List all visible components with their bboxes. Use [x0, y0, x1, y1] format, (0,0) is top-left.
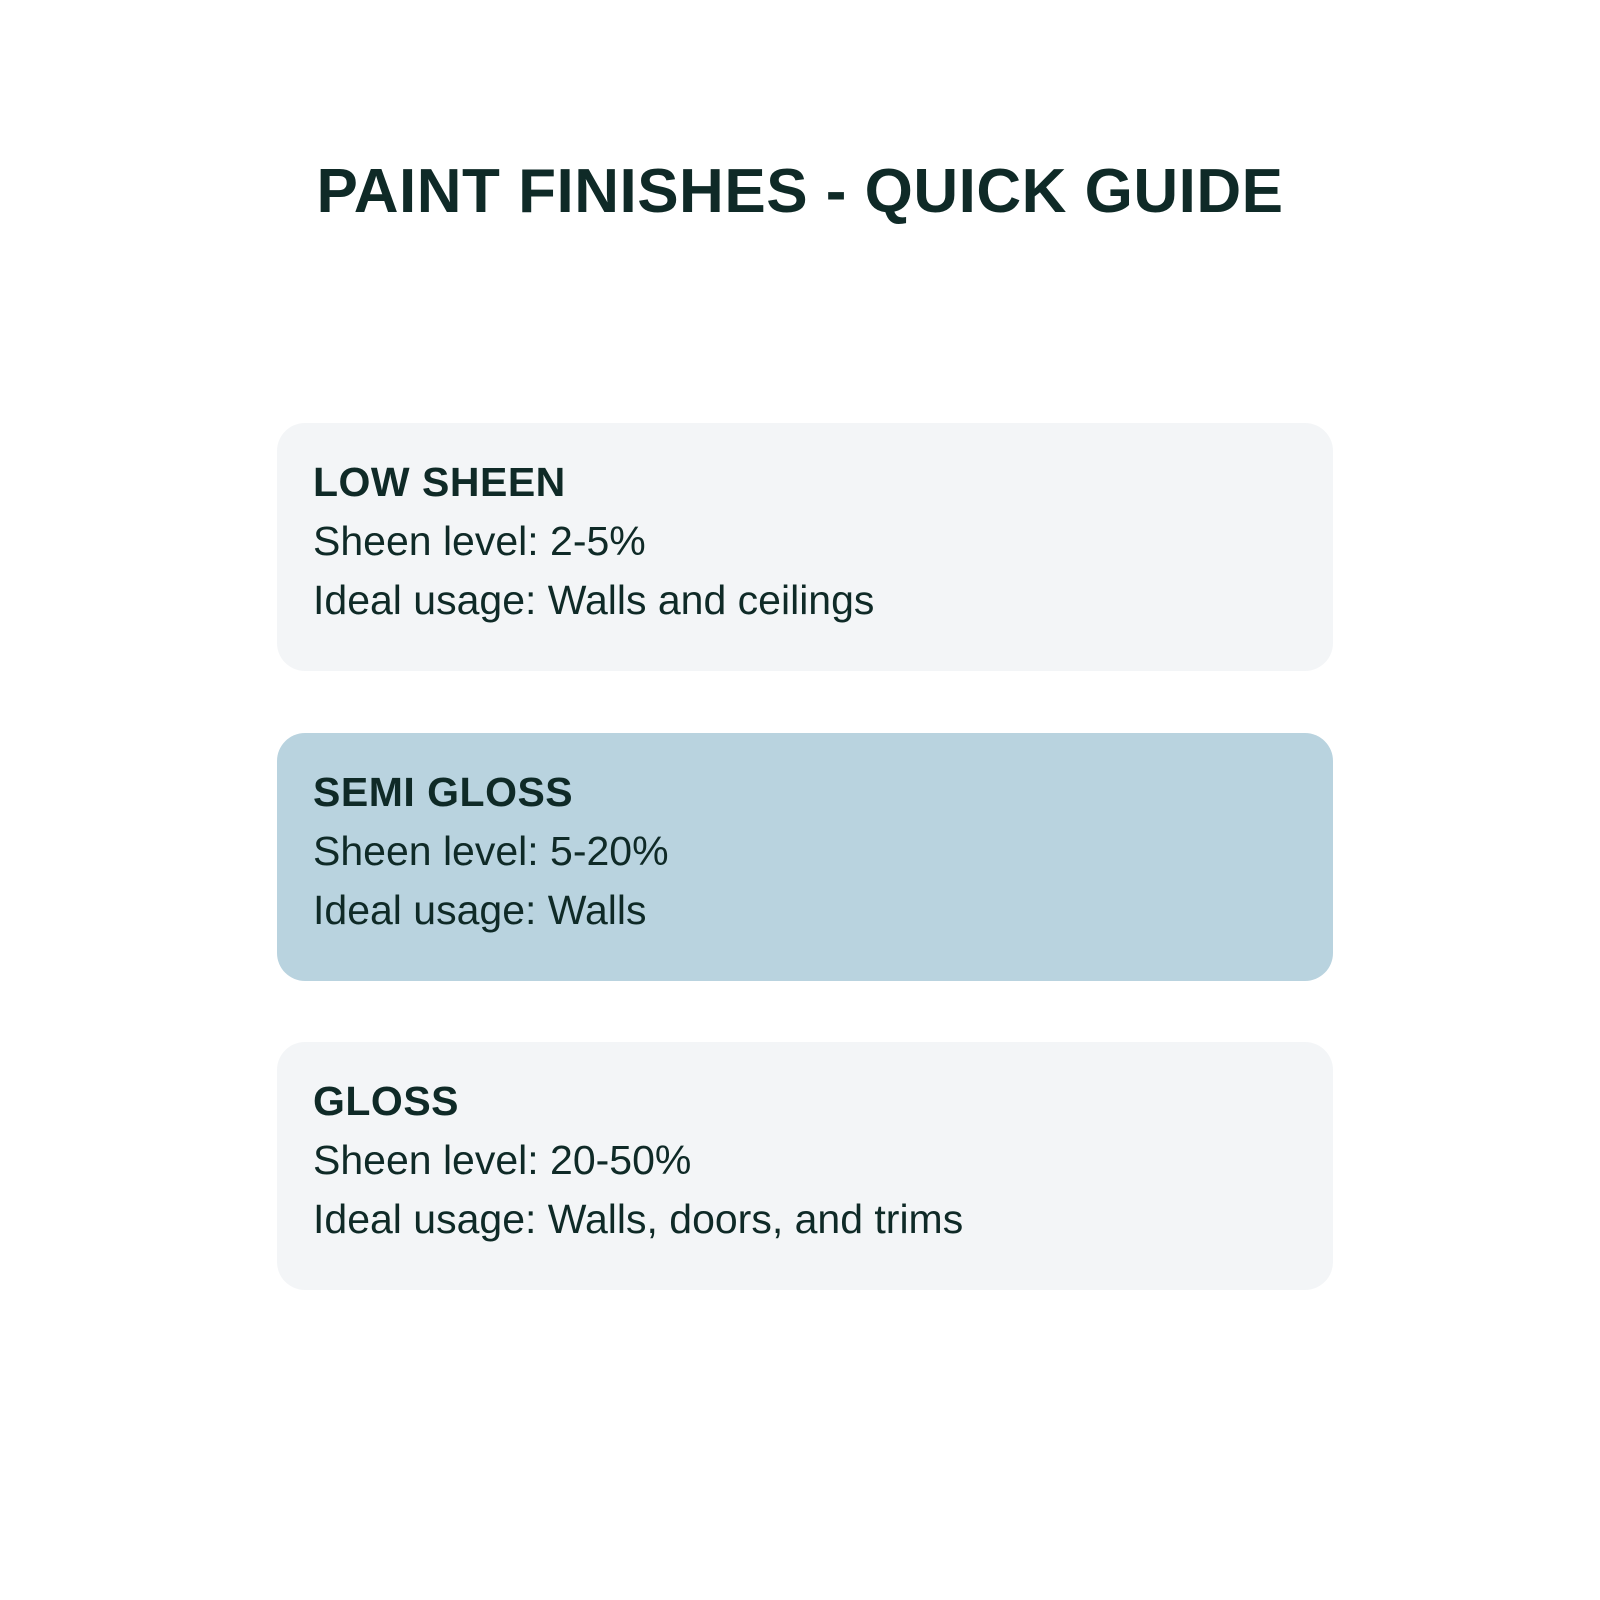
page-title: PAINT FINISHES - QUICK GUIDE — [316, 157, 1284, 226]
finish-name: SEMI GLOSS — [313, 769, 574, 815]
finish-name: LOW SHEEN — [313, 459, 566, 505]
finish-sheen-level: Sheen level: 20-50% — [313, 1137, 692, 1183]
finish-card-semi-gloss — [277, 733, 1333, 981]
finish-name: GLOSS — [313, 1078, 460, 1124]
finish-ideal-usage: Ideal usage: Walls, doors, and trims — [313, 1196, 964, 1242]
finish-card-low-sheen — [277, 423, 1333, 671]
finish-ideal-usage: Ideal usage: Walls and ceilings — [313, 577, 875, 623]
finish-ideal-usage: Ideal usage: Walls — [313, 887, 647, 933]
finish-sheen-level: Sheen level: 2-5% — [313, 518, 646, 564]
finish-sheen-level: Sheen level: 5-20% — [313, 828, 669, 874]
finish-card-gloss — [277, 1042, 1333, 1290]
